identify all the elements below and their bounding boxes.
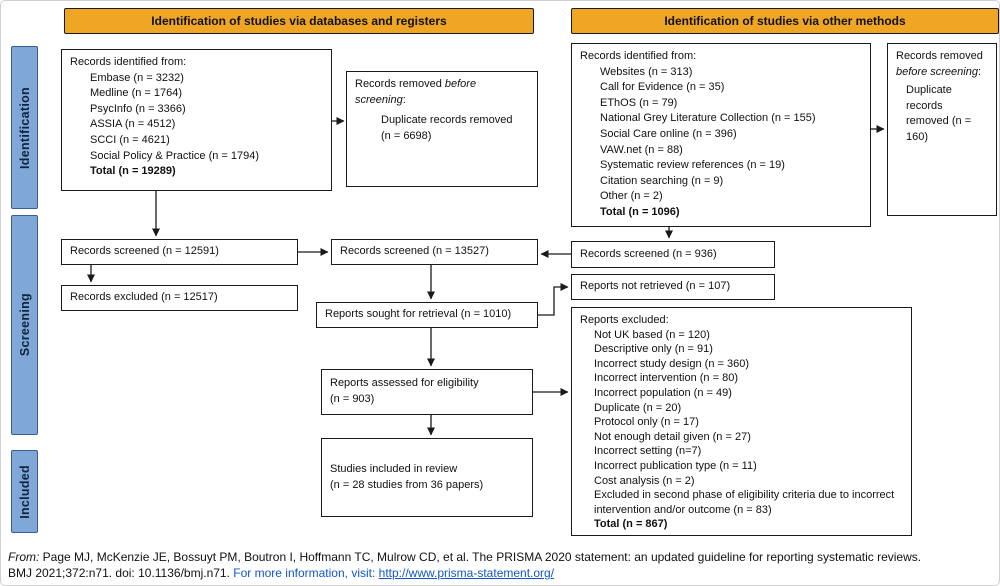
box-line: Call for Evidence (n = 35) — [600, 81, 725, 94]
box-line: Records screened (n = 936) — [580, 247, 717, 260]
box-line: Social Policy & Practice (n = 1794) — [90, 149, 260, 162]
stage-screening-label: Screening — [17, 293, 32, 357]
box-records-identified-other — [571, 43, 871, 227]
box-line: Incorrect setting (n=7) — [594, 445, 702, 458]
box-line: PsycInfo (n = 3366) — [90, 102, 186, 115]
box-line: Reports assessed for eligibility — [330, 377, 479, 390]
box-line: (n = 903) — [330, 393, 375, 405]
box-records-removed-databases — [346, 71, 538, 187]
stage-identification — [11, 46, 38, 209]
box-line: Duplicate records removed (n = 160) — [906, 84, 972, 143]
box-line — [896, 49, 988, 80]
citation-more-info: For more information, visit: — [233, 566, 379, 580]
box-line: Records screened (n = 13527) — [340, 245, 489, 258]
box-line: Not enough detail given (n = 27) — [594, 430, 751, 443]
box-line: (n = 6698) — [381, 129, 432, 142]
citation-footer — [8, 549, 996, 581]
arrow-sought-to-not-retrieved — [538, 287, 568, 315]
prisma-statement-link[interactable]: http://www.prisma-statement.org/ — [378, 566, 555, 580]
box-line-part-italic: before screening — [355, 78, 477, 106]
box-line-total: Total (n = 19289) — [90, 165, 176, 178]
box-line-total: Total (n = 867) — [594, 518, 668, 531]
stage-included-label: Included — [17, 464, 32, 519]
citation-line-1 — [8, 549, 996, 565]
box-line: Studies included in review — [330, 462, 458, 475]
box-records-screened-other — [571, 241, 775, 268]
box-line: Citation searching (n = 9) — [600, 174, 724, 187]
box-line: Cost analysis (n = 2) — [594, 474, 695, 487]
box-line: EThOS (n = 79) — [600, 96, 678, 109]
citation-text: Page MJ, McKenzie JE, Bossuyt PM, Boutron I, Hoffmann TC, Mulrow CD, et al. The PRISMA 2020 statement: an updated guideline for reporting systematic reviews. — [39, 550, 922, 564]
box-line-part: Records removed — [355, 78, 445, 90]
box-line: Reports excluded: — [580, 314, 669, 326]
header-other-methods: Identification of studies via other methods — [571, 8, 999, 34]
box-line: Records identified from: — [580, 50, 697, 62]
box-line: ASSIA (n = 4512) — [90, 118, 176, 131]
box-line-part: : — [402, 93, 406, 106]
stage-included — [11, 450, 38, 533]
box-studies-included-review — [321, 438, 533, 517]
header-databases-registers: Identification of studies via databases and registers — [64, 8, 534, 34]
box-line: National Grey Literature Collection (n = 155) — [600, 112, 816, 125]
stage-screening — [11, 215, 38, 435]
box-line-part-italic: before screening — [896, 65, 978, 78]
box-line: Medline (n = 1764) — [90, 87, 183, 100]
box-line: Excluded in second phase of eligibility criteria due to incorrect intervention and/or outcome (n = 83) — [594, 489, 895, 516]
box-line: Websites (n = 313) — [600, 65, 693, 78]
box-line: Incorrect publication type (n = 11) — [594, 459, 757, 472]
citation-line-2 — [8, 565, 996, 581]
box-line: Protocol only (n = 17) — [594, 416, 699, 429]
box-reports-excluded — [571, 307, 912, 536]
box-line: Incorrect study design (n = 360) — [594, 357, 749, 370]
box-line: Duplicate records removed — [381, 114, 513, 127]
box-reports-not-retrieved — [571, 274, 775, 300]
box-line-total: Total (n = 1096) — [600, 205, 680, 218]
box-line: Records excluded (n = 12517) — [70, 291, 218, 304]
box-reports-assessed-eligibility — [321, 369, 533, 415]
box-line: Social Care online (n = 396) — [600, 127, 737, 140]
box-line: Reports sought for retrieval (n = 1010) — [325, 308, 512, 321]
box-line-part: Records removed — [896, 50, 983, 62]
box-reports-sought-retrieval — [316, 302, 538, 328]
box-records-identified-databases — [61, 49, 332, 191]
box-line: Not UK based (n = 120) — [594, 328, 710, 341]
citation-ref: BMJ 2021;372:n71. doi: 10.1136/bmj.n71. — [8, 566, 234, 580]
box-line: Records identified from: — [70, 56, 187, 68]
box-line: Systematic review references (n = 19) — [600, 159, 785, 172]
box-line: Embase (n = 3232) — [90, 71, 184, 84]
stage-identification-label: Identification — [17, 86, 32, 169]
box-records-excluded — [61, 285, 298, 311]
box-line: Descriptive only (n = 91) — [594, 343, 713, 356]
box-line: SCCI (n = 4621) — [90, 133, 170, 146]
box-line-part: : — [977, 65, 982, 78]
box-line — [355, 77, 529, 108]
box-line: Other (n = 2) — [600, 190, 663, 203]
box-line: Incorrect population (n = 49) — [594, 386, 732, 399]
box-line: Records screened (n = 12591) — [70, 245, 219, 258]
box-line: (n = 28 studies from 36 papers) — [330, 478, 484, 491]
box-records-screened-databases — [61, 239, 298, 265]
box-line: Duplicate (n = 20) — [594, 401, 682, 414]
box-line: VAW.net (n = 88) — [600, 143, 683, 156]
citation-from-label: From: — [8, 550, 40, 564]
box-line: Incorrect intervention (n = 80) — [594, 372, 738, 385]
box-line: Reports not retrieved (n = 107) — [580, 280, 731, 293]
box-records-screened-combined — [331, 239, 538, 265]
box-records-removed-other — [887, 43, 997, 216]
